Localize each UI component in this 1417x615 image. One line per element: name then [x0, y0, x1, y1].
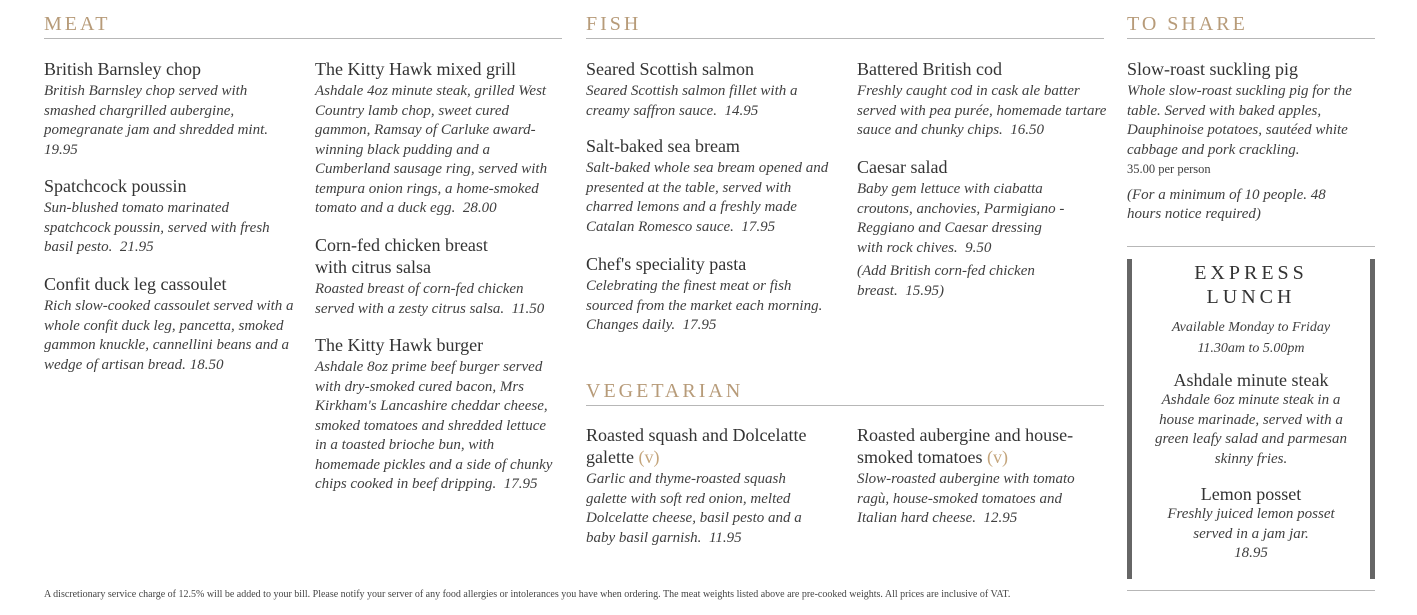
express-item-lemon-posset [1132, 483, 1370, 564]
dish-price: 35.00 per person [1127, 162, 1211, 176]
dish-description-text: Garlic and thyme-roasted squash galette with soft red onion, melted Dolcelatte cheese, basil pesto and a baby basil garnish. [586, 471, 802, 546]
divider [1127, 246, 1375, 247]
dish-description-text: Freshly caught cod in cask ale batter served with pea purée, homemade tartare sauce and chunky chips. [857, 83, 1107, 138]
dish-price: 9.50 [965, 239, 992, 256]
dish-description-text: Rich slow-cooked cassoulet served with a whole confit duck leg, pancetta, smoked gammon knuckle, cannellini beans and a wedge of artisan bread. [44, 298, 294, 373]
dish-description [857, 180, 1067, 258]
dish-description [44, 297, 294, 375]
dish-description [44, 199, 284, 258]
menu-item-scottish-salmon [586, 58, 826, 121]
express-days: Available Monday to Friday [1171, 320, 1331, 335]
section-heading-to-share: TO SHARE [1127, 13, 1248, 35]
dish-price: 18.50 [189, 356, 224, 373]
dish-description [857, 82, 1107, 141]
menu-item-aubergine-tomatoes [857, 424, 1102, 529]
express-hours: 11.30am to 5.00pm [1197, 341, 1305, 356]
dish-description [586, 470, 816, 548]
dish-name: Seared Scottish salmon [586, 59, 754, 79]
dish-description-text: Slow-roasted aubergine with tomato ragù, house-smoked tomatoes and Italian hard cheese. [857, 471, 1075, 526]
dish-price: 14.95 [724, 102, 759, 119]
dish-description-text: Baby gem lettuce with ciabatta croutons, anchovies, Parmigiano -Reggiano and Caesar dressing with rock chives. [857, 181, 1065, 256]
dish-price: 17.95 [503, 476, 538, 492]
dish-description [44, 82, 284, 160]
dish-price: 11.50 [511, 300, 545, 317]
dish-name: Chef's speciality pasta [586, 254, 747, 274]
menu-item-kitty-hawk-burger [315, 334, 560, 495]
dish-description-text: Salt-baked whole sea bream opened and presented at the table, served with charred lemons and a freshly made Catalan Romesco sauce. [586, 160, 829, 235]
dish-name: Ashdale minute steak [1173, 370, 1329, 390]
menu-item-barnsley-chop [44, 58, 284, 160]
dish-name: Spatchcock poussin [44, 176, 187, 196]
dish-description-text: Sun-blushed tomato marinated spatchcock poussin, served with fresh basil pesto. [44, 200, 270, 255]
menu-item-squash-galette [586, 424, 816, 548]
menu-item-battered-cod [857, 58, 1107, 141]
dish-description-text: Ashdale 4oz minute steak, grilled West Country lamb chop, sweet cured gammon, Ramsay of Carluke award-winning black pudding and a Cumberland sausage ring, served with tempura onion rings, a home-smoked tomato and a duck egg. [315, 83, 548, 216]
express-lunch-box [1127, 259, 1375, 579]
vegetarian-tag: (v) [986, 447, 1008, 467]
menu-item-sea-bream [586, 135, 834, 237]
dish-price: 12.95 [983, 510, 1018, 526]
dish-description-text: Ashdale 8oz prime beef burger served with dry-smoked cured bacon, Mrs Kirkham's Lancashire cheddar cheese, smoked tomatoes and shredded lettuce in a toasted brioche bun, with homemade pickles and a side of chunky chips cooked in beef dripping. [315, 359, 553, 492]
dish-name: Caesar salad [857, 157, 948, 177]
dish-price: 17.95 [682, 317, 717, 333]
divider [586, 38, 1104, 39]
dish-price: 17.95 [741, 218, 776, 235]
section-heading-vegetarian: VEGETARIAN [586, 380, 744, 402]
divider [1127, 38, 1375, 39]
express-item-minute-steak [1132, 369, 1370, 469]
express-availability [1132, 317, 1370, 359]
dish-price: 21.95 [119, 239, 154, 255]
menu-item-duck-cassoulet [44, 273, 294, 375]
dish-description [857, 470, 1102, 529]
dish-description: Whole slow-roast suckling pig for the table. Served with baked apples, Dauphinoise potatoes, sautéed white cabbage and pork crackling. [1127, 83, 1352, 158]
dish-addon [857, 262, 1067, 301]
divider [1127, 590, 1375, 591]
dish-description: Ashdale 6oz minute steak in a house marinade, served with a green leafy salad and parmesan skinny fries. [1155, 392, 1347, 467]
dish-price: 19.95 [44, 141, 78, 158]
footer-disclaimer: A discretionary service charge of 12.5% will be added to your bill. Please notify your server of any food allergies or intolerances you have when ordering. The meat weights listed above are pre-cooked weights. All prices are inclusive of VAT. [44, 589, 1011, 600]
dish-name: Battered British cod [857, 59, 1002, 79]
dish-name: British Barnsley chop [44, 59, 201, 79]
dish-name [857, 424, 1102, 468]
menu-item-speciality-pasta [586, 253, 838, 336]
addon-price: 15.95) [905, 282, 944, 299]
dish-description [315, 280, 563, 319]
dish-name-text: Roasted squash and Dolcelatte galette [586, 425, 807, 467]
section-heading-meat: MEAT [44, 13, 111, 35]
dish-name: Confit duck leg cassoulet [44, 274, 227, 294]
dish-name: Lemon posset [1200, 484, 1302, 504]
express-lunch-title: EXPRESS LUNCH [1194, 262, 1308, 308]
dish-price: 28.00 [462, 200, 497, 216]
menu-item-suckling-pig [1127, 58, 1377, 225]
dish-price: 16.50 [1010, 122, 1045, 138]
dish-description-text: Seared Scottish salmon fillet with a creamy saffron sauce. [586, 83, 798, 119]
dish-name: Corn-fed chicken breast with citrus salsa [315, 235, 488, 277]
dish-description [586, 82, 826, 121]
dish-description-text: Celebrating the finest meat or fish sourced from the market each morning. Changes daily. [586, 278, 823, 333]
dish-description [586, 159, 834, 237]
menu-item-spatchcock-poussin [44, 175, 284, 258]
menu-item-mixed-grill [315, 58, 563, 219]
dish-description [315, 82, 563, 219]
dish-description-text: Roasted breast of corn-fed chicken served with a zesty citrus salsa. [315, 281, 524, 317]
vegetarian-tag: (v) [638, 447, 660, 467]
dish-note: (For a minimum of 10 people. 48 hours notice required) [1127, 186, 1326, 222]
dish-name-text: Roasted aubergine and house-smoked tomatoes [857, 425, 1074, 467]
addon-text: (Add British corn-fed chicken breast. [857, 263, 1035, 299]
menu-item-caesar-salad [857, 156, 1067, 301]
dish-name: Slow-roast suckling pig [1127, 59, 1298, 79]
dish-description [315, 358, 560, 495]
dish-price: 18.95 [1234, 545, 1268, 561]
divider [44, 38, 562, 39]
dish-name: The Kitty Hawk burger [315, 335, 484, 355]
dish-description: Freshly juiced lemon posset served in a jam jar. [1167, 506, 1335, 542]
dish-price: 11.95 [708, 529, 742, 546]
section-heading-fish: FISH [586, 13, 642, 35]
dish-description-text: British Barnsley chop served with smashed chargrilled aubergine, pomegranate jam and shredded mint. [44, 83, 269, 138]
divider [586, 405, 1104, 406]
dish-name [586, 424, 816, 468]
dish-description [586, 277, 838, 336]
dish-name: Salt-baked sea bream [586, 136, 740, 156]
dish-name: The Kitty Hawk mixed grill [315, 59, 516, 79]
menu-item-corn-fed-chicken [315, 234, 563, 319]
